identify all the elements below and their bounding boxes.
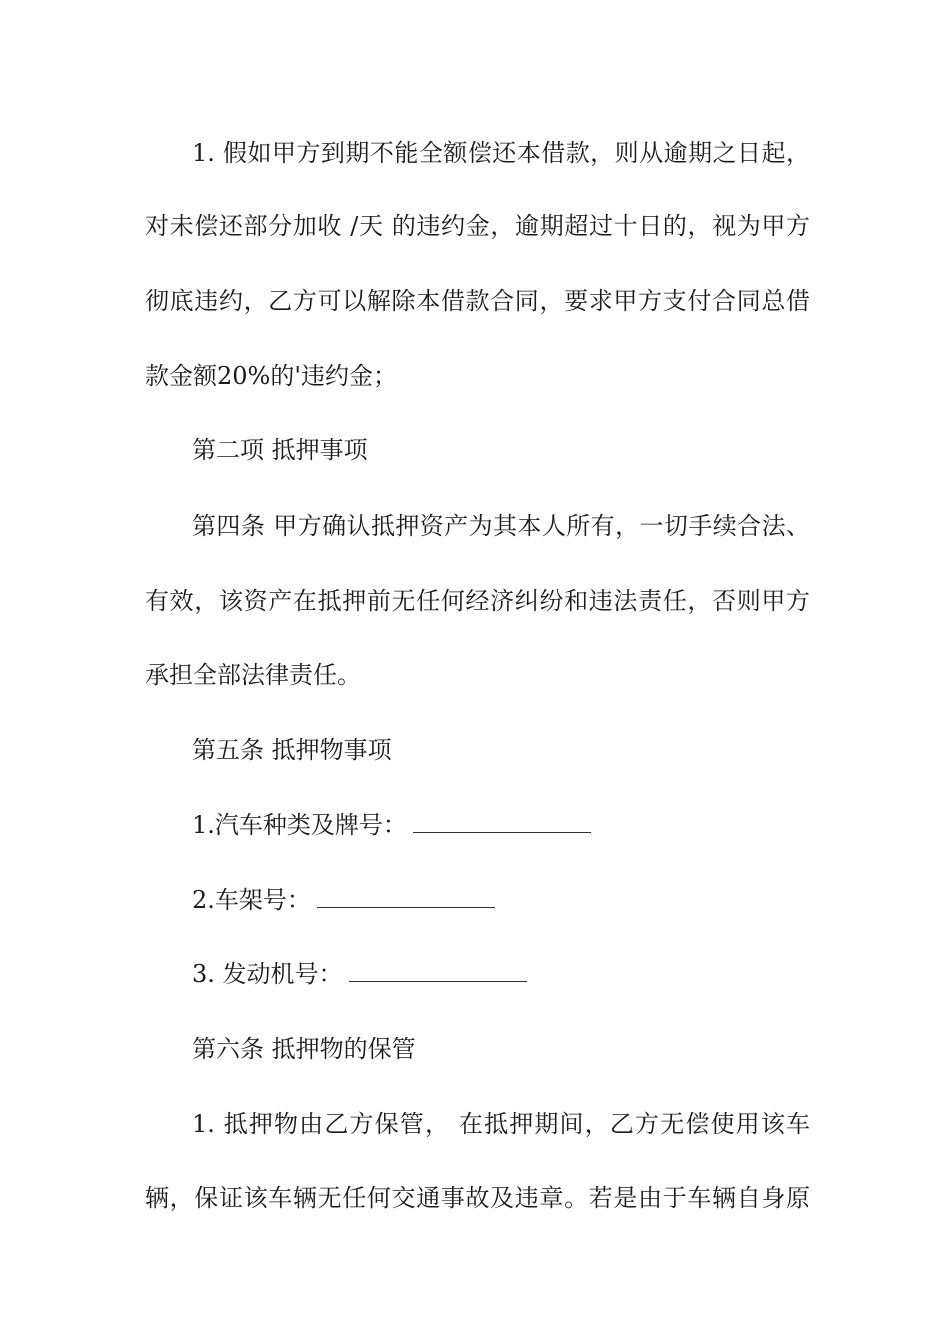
paragraph-line: 款金额20%的'违约金； — [145, 362, 397, 390]
paragraph-line: 第四条 甲方确认抵押资产为其本人所有，一切手续合法、 — [192, 512, 810, 540]
paragraph-line: 辆，保证该车辆无任何交通事故及违章。若是由于车辆自身原 — [145, 1184, 810, 1212]
section-heading: 第二项 抵押事项 — [192, 436, 368, 464]
field-row-vehicle-type — [192, 805, 810, 845]
paragraph-line: 有效，该资产在抵押前无任何经济纠纷和违法责任，否则甲方 — [145, 587, 810, 615]
field-label-frame-number: 2.车架号： — [192, 886, 311, 914]
blank-line-engine-number — [349, 957, 527, 982]
article-heading: 第六条 抵押物的保管 — [192, 1035, 416, 1063]
paragraph-line: 1. 抵押物由乙方保管， 在抵押期间，乙方无偿使用该车 — [192, 1110, 810, 1138]
blank-line-frame-number — [317, 883, 495, 908]
paragraph-line: 彻底违约，乙方可以解除本借款合同，要求甲方支付合同总借 — [145, 287, 810, 315]
field-row-engine-number — [192, 954, 810, 994]
field-row-frame-number — [192, 880, 810, 920]
paragraph-line: 承担全部法律责任。 — [145, 661, 361, 689]
article-heading: 第五条 抵押物事项 — [192, 736, 392, 764]
paragraph-line: 1. 假如甲方到期不能全额偿还本借款，则从逾期之日起， — [192, 139, 810, 167]
blank-line-vehicle-type — [413, 808, 591, 833]
field-label-vehicle-type: 1.汽车种类及牌号： — [192, 811, 407, 839]
field-label-engine-number: 3. 发动机号： — [192, 960, 343, 988]
paragraph-line: 对未偿还部分加收 /天 的违约金，逾期超过十日的，视为甲方 — [145, 212, 810, 240]
